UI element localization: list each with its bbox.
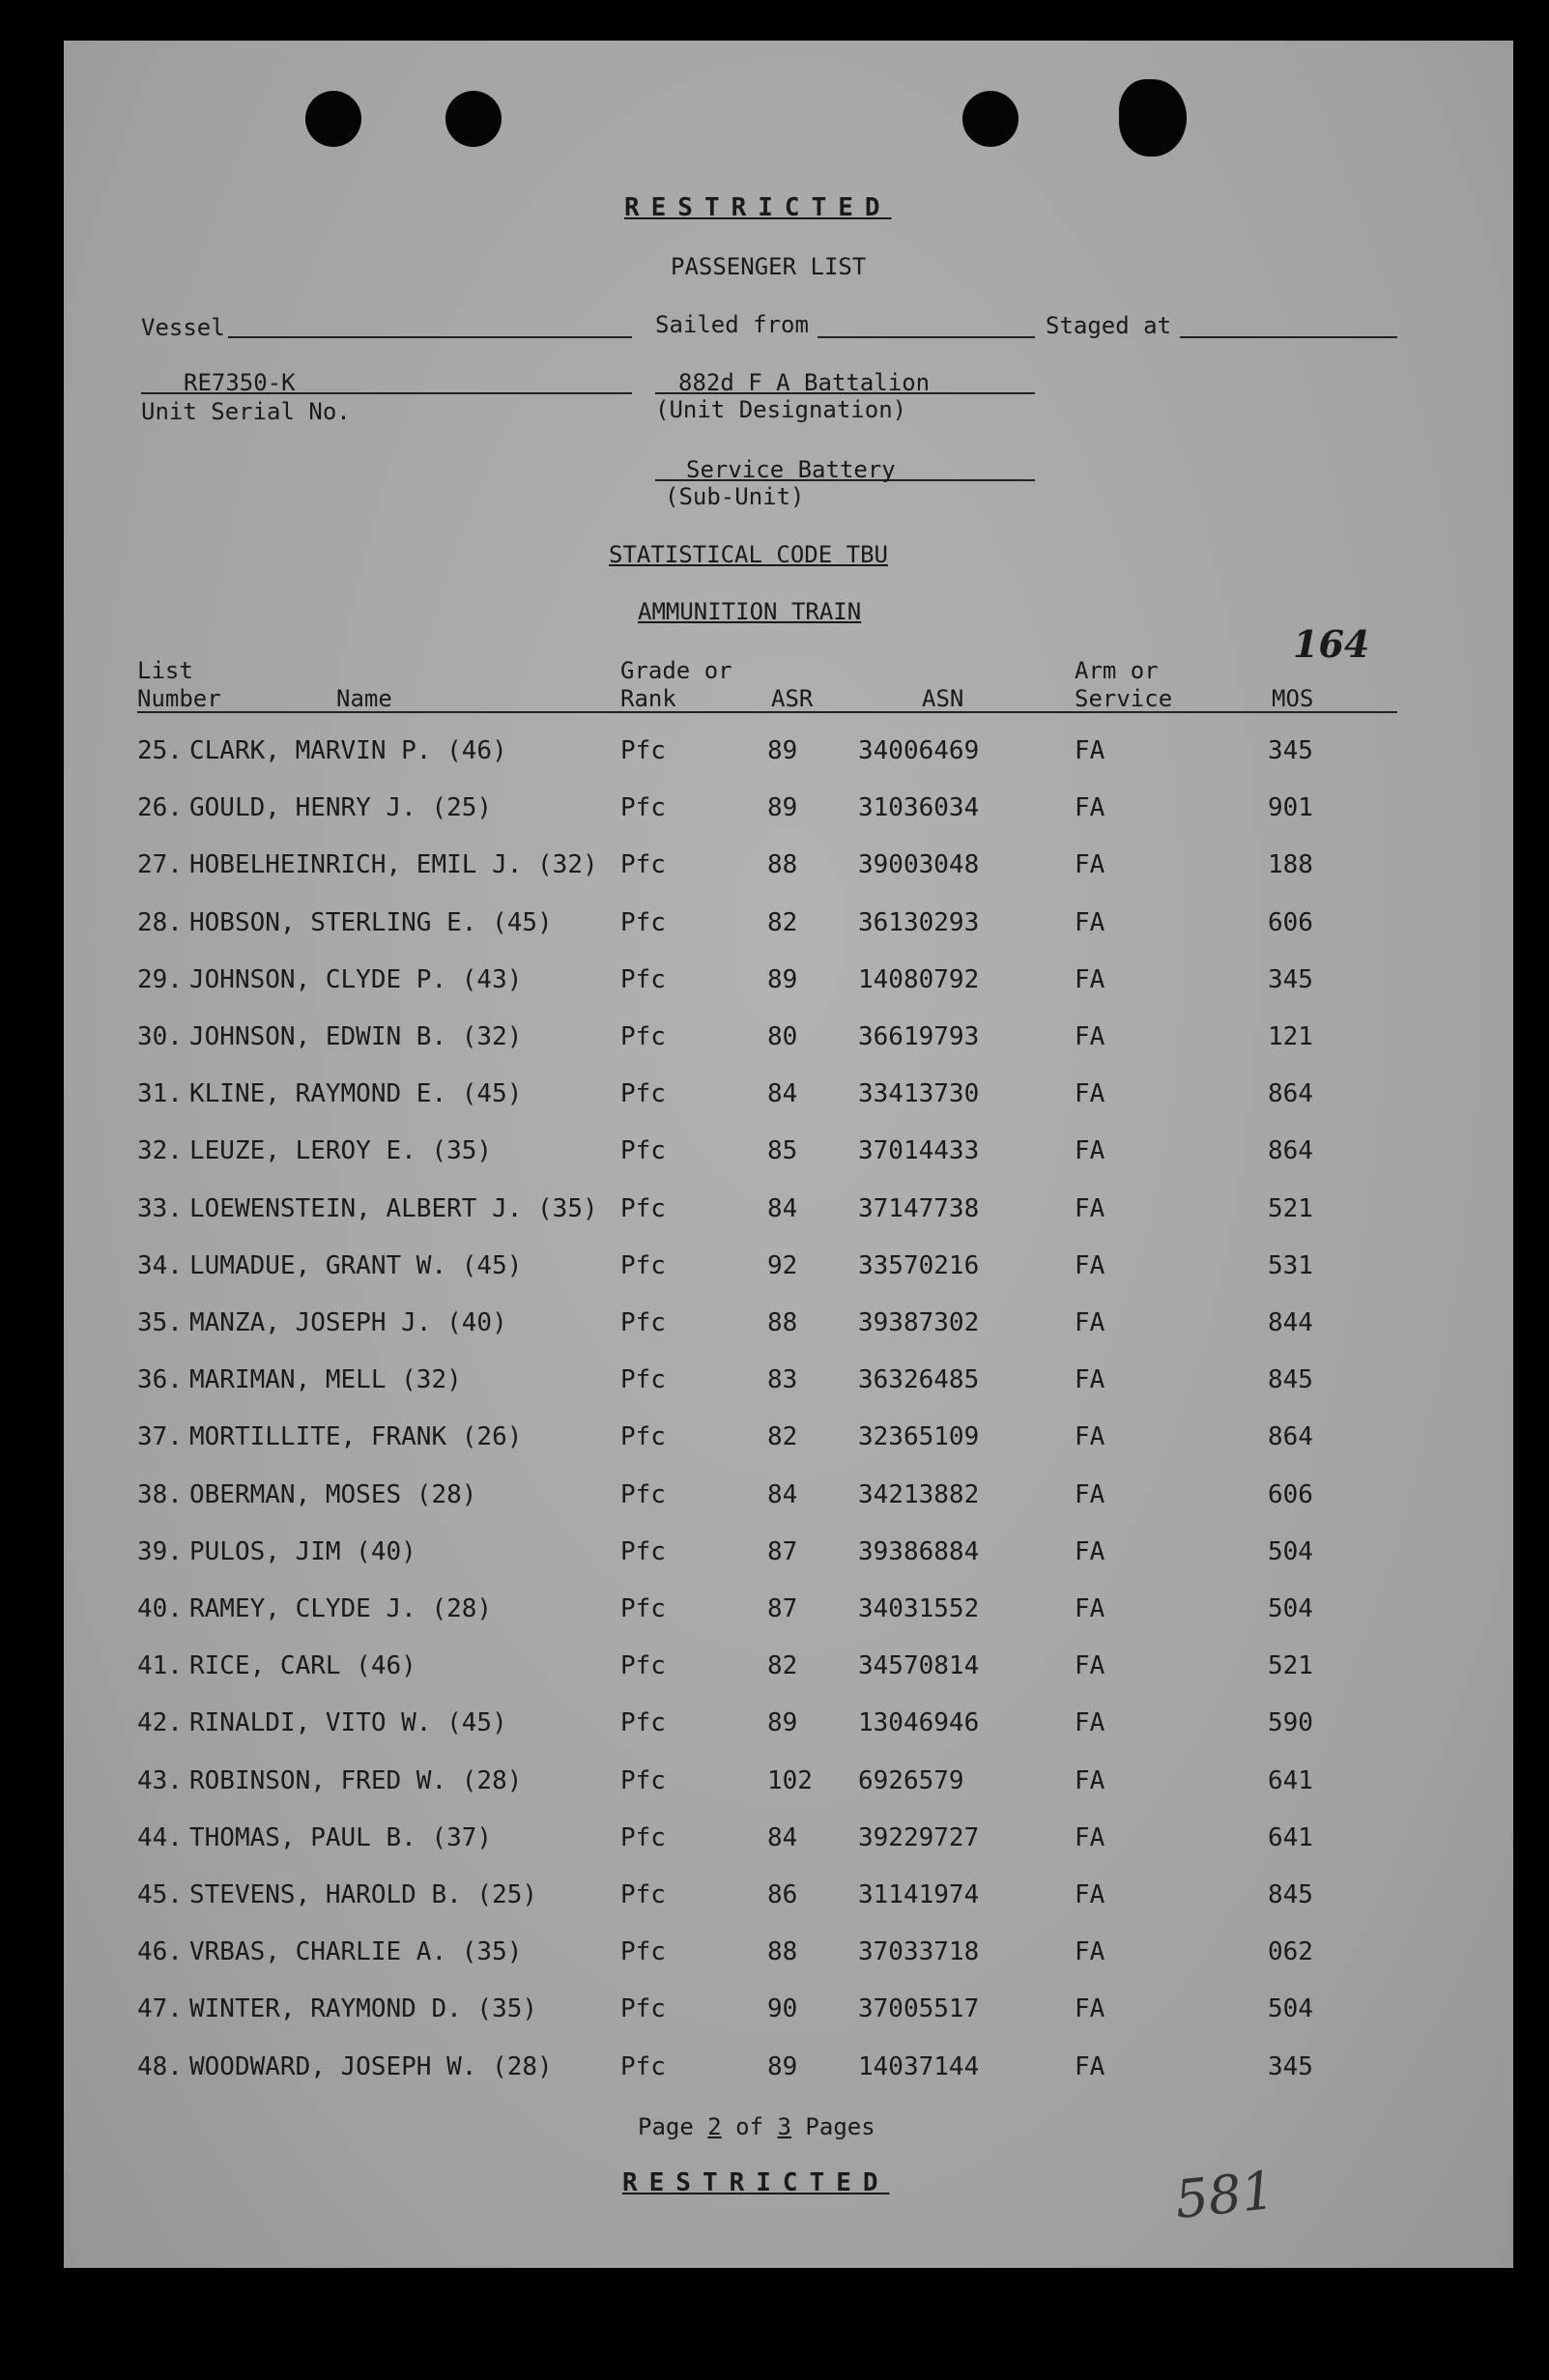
table-row xyxy=(64,2052,1513,2091)
table-row xyxy=(64,1422,1513,1461)
table-row xyxy=(64,1365,1513,1404)
row-list-number: 38. xyxy=(137,1480,183,1509)
row-list-number: 31. xyxy=(137,1079,183,1108)
row-grade: Pfc xyxy=(620,1136,666,1165)
row-mos: 590 xyxy=(1268,1708,1313,1737)
row-asn: 39386884 xyxy=(858,1537,980,1566)
row-asn: 36619793 xyxy=(858,1022,980,1051)
sub-unit-value: Service Battery xyxy=(686,456,896,483)
col-list-number-line1: List xyxy=(137,657,193,684)
table-row xyxy=(64,1994,1513,2033)
row-asr: 83 xyxy=(767,1365,798,1394)
row-name: JOHNSON, CLYDE P. (43) xyxy=(189,965,523,994)
handwritten-number: 581 xyxy=(1171,2159,1278,2231)
row-grade: Pfc xyxy=(620,1594,666,1623)
row-asn: 14037144 xyxy=(858,2052,980,2081)
col-grade-line1: Grade or xyxy=(620,657,732,684)
table-row xyxy=(64,1480,1513,1519)
table-row xyxy=(64,1823,1513,1862)
unit-designation-label: (Unit Designation) xyxy=(655,396,907,423)
row-asn: 13046946 xyxy=(858,1708,980,1737)
row-arm: FA xyxy=(1075,1651,1105,1680)
row-list-number: 41. xyxy=(137,1651,183,1680)
row-name: HOBSON, STERLING E. (45) xyxy=(189,908,553,937)
row-asr: 84 xyxy=(767,1480,798,1509)
page-number: 2 xyxy=(707,2113,722,2140)
row-asr: 88 xyxy=(767,850,798,879)
row-mos: 641 xyxy=(1268,1823,1313,1852)
row-asr: 92 xyxy=(767,1251,798,1280)
unit-serial-label: Unit Serial No. xyxy=(141,398,351,425)
row-grade: Pfc xyxy=(620,1823,666,1852)
unit-serial-blank xyxy=(141,392,632,394)
page-suffix: Pages xyxy=(805,2113,875,2140)
row-mos: 531 xyxy=(1268,1251,1313,1280)
row-asn: 37147738 xyxy=(858,1194,980,1223)
row-arm: FA xyxy=(1075,793,1105,822)
row-arm: FA xyxy=(1075,1823,1105,1852)
row-list-number: 35. xyxy=(137,1308,183,1337)
row-mos: 641 xyxy=(1268,1766,1313,1795)
col-asn: ASN xyxy=(922,685,964,712)
table-row xyxy=(64,965,1513,1004)
row-grade: Pfc xyxy=(620,1651,666,1680)
punch-hole-2 xyxy=(445,91,502,147)
row-arm: FA xyxy=(1075,1766,1105,1795)
punch-hole-3 xyxy=(962,91,1018,147)
row-asn: 14080792 xyxy=(858,965,980,994)
row-asn: 39387302 xyxy=(858,1308,980,1337)
row-grade: Pfc xyxy=(620,1766,666,1795)
row-grade: Pfc xyxy=(620,850,666,879)
row-arm: FA xyxy=(1075,1708,1105,1737)
row-arm: FA xyxy=(1075,1194,1105,1223)
row-name: THOMAS, PAUL B. (37) xyxy=(189,1823,493,1852)
vessel-blank xyxy=(228,336,632,338)
row-arm: FA xyxy=(1075,1365,1105,1394)
restricted-heading-bottom: RESTRICTED xyxy=(622,2168,890,2197)
sailed-from-blank xyxy=(818,336,1035,338)
row-grade: Pfc xyxy=(620,1022,666,1051)
row-mos: 504 xyxy=(1268,1537,1313,1566)
row-mos: 901 xyxy=(1268,793,1313,822)
row-name: STEVENS, HAROLD B. (25) xyxy=(189,1880,538,1909)
row-mos: 606 xyxy=(1268,908,1313,937)
header-rule xyxy=(137,711,1397,713)
row-list-number: 30. xyxy=(137,1022,183,1051)
col-name: Name xyxy=(336,685,392,712)
row-grade: Pfc xyxy=(620,1251,666,1280)
row-arm: FA xyxy=(1075,1880,1105,1909)
row-mos: 345 xyxy=(1268,965,1313,994)
table-row xyxy=(64,1766,1513,1805)
train-heading: AMMUNITION TRAIN xyxy=(638,598,862,625)
row-mos: 062 xyxy=(1268,1937,1313,1966)
sailed-from-label: Sailed from xyxy=(655,311,809,338)
table-row xyxy=(64,1022,1513,1061)
row-arm: FA xyxy=(1075,908,1105,937)
row-asn: 37005517 xyxy=(858,1994,980,2023)
table-row xyxy=(64,1537,1513,1576)
col-grade-line2: Rank xyxy=(620,685,676,712)
col-list-number-line2: Number xyxy=(137,685,221,712)
row-name: RINALDI, VITO W. (45) xyxy=(189,1708,507,1737)
row-arm: FA xyxy=(1075,1422,1105,1451)
row-asr: 89 xyxy=(767,2052,798,2081)
row-arm: FA xyxy=(1075,1308,1105,1337)
row-arm: FA xyxy=(1075,965,1105,994)
row-mos: 521 xyxy=(1268,1194,1313,1223)
row-asr: 90 xyxy=(767,1994,798,2023)
sub-unit-label: (Sub-Unit) xyxy=(665,483,805,510)
row-arm: FA xyxy=(1075,1480,1105,1509)
row-asn: 37033718 xyxy=(858,1937,980,1966)
row-name: LUMADUE, GRANT W. (45) xyxy=(189,1251,523,1280)
row-asn: 32365109 xyxy=(858,1422,980,1451)
table-row xyxy=(64,1194,1513,1233)
row-arm: FA xyxy=(1075,1994,1105,2023)
row-asr: 87 xyxy=(767,1537,798,1566)
vessel-label: Vessel xyxy=(141,314,225,341)
row-grade: Pfc xyxy=(620,1194,666,1223)
row-list-number: 39. xyxy=(137,1537,183,1566)
table-row xyxy=(64,793,1513,832)
row-arm: FA xyxy=(1075,1022,1105,1051)
row-mos: 845 xyxy=(1268,1365,1313,1394)
row-arm: FA xyxy=(1075,1136,1105,1165)
row-asr: 88 xyxy=(767,1308,798,1337)
row-mos: 521 xyxy=(1268,1651,1313,1680)
row-asn: 33413730 xyxy=(858,1079,980,1108)
row-name: ROBINSON, FRED W. (28) xyxy=(189,1766,523,1795)
row-name: VRBAS, CHARLIE A. (35) xyxy=(189,1937,523,1966)
row-arm: FA xyxy=(1075,1594,1105,1623)
row-name: LOEWENSTEIN, ALBERT J. (35) xyxy=(189,1194,598,1223)
row-asr: 87 xyxy=(767,1594,798,1623)
row-mos: 845 xyxy=(1268,1880,1313,1909)
row-name: JOHNSON, EDWIN B. (32) xyxy=(189,1022,523,1051)
table-row xyxy=(64,1651,1513,1690)
row-asr: 89 xyxy=(767,1708,798,1737)
row-list-number: 34. xyxy=(137,1251,183,1280)
col-arm-line2: Service xyxy=(1075,685,1173,712)
row-arm: FA xyxy=(1075,2052,1105,2081)
col-arm-line1: Arm or xyxy=(1075,657,1159,684)
table-row xyxy=(64,1079,1513,1118)
row-list-number: 26. xyxy=(137,793,183,822)
row-asr: 89 xyxy=(767,965,798,994)
row-name: PULOS, JIM (40) xyxy=(189,1537,416,1566)
punch-hole-1 xyxy=(305,91,361,147)
row-name: MANZA, JOSEPH J. (40) xyxy=(189,1308,507,1337)
row-name: RICE, CARL (46) xyxy=(189,1651,416,1680)
row-asn: 34006469 xyxy=(858,736,980,765)
table-row xyxy=(64,1308,1513,1347)
row-asn: 34213882 xyxy=(858,1480,980,1509)
col-asr: ASR xyxy=(771,685,814,712)
document-page xyxy=(64,41,1513,2268)
row-mos: 864 xyxy=(1268,1079,1313,1108)
table-row xyxy=(64,850,1513,889)
row-name: LEUZE, LEROY E. (35) xyxy=(189,1136,493,1165)
row-list-number: 44. xyxy=(137,1823,183,1852)
unit-designation-value: 882d F A Battalion xyxy=(678,369,931,396)
table-row xyxy=(64,736,1513,775)
row-asn: 36130293 xyxy=(858,908,980,937)
staged-at-label: Staged at xyxy=(1046,312,1172,339)
row-mos: 844 xyxy=(1268,1308,1313,1337)
row-arm: FA xyxy=(1075,1937,1105,1966)
stamp-number: 164 xyxy=(1293,622,1370,666)
row-mos: 504 xyxy=(1268,1594,1313,1623)
row-grade: Pfc xyxy=(620,1365,666,1394)
row-mos: 188 xyxy=(1268,850,1313,879)
staged-at-blank xyxy=(1180,336,1397,338)
row-list-number: 29. xyxy=(137,965,183,994)
row-asr: 89 xyxy=(767,736,798,765)
row-name: MORTILLITE, FRANK (26) xyxy=(189,1422,523,1451)
row-mos: 864 xyxy=(1268,1422,1313,1451)
document-title: PASSENGER LIST xyxy=(671,253,867,280)
row-list-number: 46. xyxy=(137,1937,183,1966)
row-name: OBERMAN, MOSES (28) xyxy=(189,1480,477,1509)
row-name: GOULD, HENRY J. (25) xyxy=(189,793,493,822)
row-arm: FA xyxy=(1075,1251,1105,1280)
row-asr: 80 xyxy=(767,1022,798,1051)
restricted-heading-top: RESTRICTED xyxy=(624,193,892,222)
row-asr: 86 xyxy=(767,1880,798,1909)
row-grade: Pfc xyxy=(620,1537,666,1566)
row-asr: 84 xyxy=(767,1079,798,1108)
row-list-number: 28. xyxy=(137,908,183,937)
row-name: HOBELHEINRICH, EMIL J. (32) xyxy=(189,850,598,879)
row-asn: 39003048 xyxy=(858,850,980,879)
row-grade: Pfc xyxy=(620,1994,666,2023)
row-list-number: 36. xyxy=(137,1365,183,1394)
table-row xyxy=(64,1594,1513,1633)
row-asr: 84 xyxy=(767,1823,798,1852)
table-row xyxy=(64,1708,1513,1747)
row-arm: FA xyxy=(1075,1537,1105,1566)
page-prefix: Page xyxy=(638,2113,694,2140)
row-mos: 345 xyxy=(1268,736,1313,765)
row-name: WINTER, RAYMOND D. (35) xyxy=(189,1994,538,2023)
page-total: 3 xyxy=(777,2113,791,2140)
row-list-number: 48. xyxy=(137,2052,183,2081)
row-name: WOODWARD, JOSEPH W. (28) xyxy=(189,2052,553,2081)
row-mos: 121 xyxy=(1268,1022,1313,1051)
row-asr: 85 xyxy=(767,1136,798,1165)
row-arm: FA xyxy=(1075,736,1105,765)
row-asr: 84 xyxy=(767,1194,798,1223)
row-grade: Pfc xyxy=(620,1937,666,1966)
row-list-number: 45. xyxy=(137,1880,183,1909)
row-grade: Pfc xyxy=(620,965,666,994)
row-asr: 82 xyxy=(767,908,798,937)
row-mos: 606 xyxy=(1268,1480,1313,1509)
row-asn: 6926579 xyxy=(858,1766,964,1795)
row-mos: 504 xyxy=(1268,1994,1313,2023)
row-arm: FA xyxy=(1075,1079,1105,1108)
row-asn: 37014433 xyxy=(858,1136,980,1165)
row-name: MARIMAN, MELL (32) xyxy=(189,1365,462,1394)
row-grade: Pfc xyxy=(620,1880,666,1909)
row-list-number: 37. xyxy=(137,1422,183,1451)
table-row xyxy=(64,1937,1513,1976)
row-grade: Pfc xyxy=(620,1480,666,1509)
row-asr: 102 xyxy=(767,1766,813,1795)
row-mos: 345 xyxy=(1268,2052,1313,2081)
row-asn: 39229727 xyxy=(858,1823,980,1852)
row-grade: Pfc xyxy=(620,2052,666,2081)
page-of: of xyxy=(735,2113,764,2140)
row-asn: 33570216 xyxy=(858,1251,980,1280)
row-list-number: 32. xyxy=(137,1136,183,1165)
row-list-number: 42. xyxy=(137,1708,183,1737)
row-list-number: 47. xyxy=(137,1994,183,2023)
row-name: RAMEY, CLYDE J. (28) xyxy=(189,1594,493,1623)
row-asn: 31141974 xyxy=(858,1880,980,1909)
row-name: CLARK, MARVIN P. (46) xyxy=(189,736,507,765)
row-grade: Pfc xyxy=(620,908,666,937)
row-arm: FA xyxy=(1075,850,1105,879)
col-mos: MOS xyxy=(1272,685,1314,712)
row-grade: Pfc xyxy=(620,1708,666,1737)
row-list-number: 40. xyxy=(137,1594,183,1623)
row-asn: 31036034 xyxy=(858,793,980,822)
table-row xyxy=(64,1251,1513,1290)
unit-serial-value: RE7350-K xyxy=(184,369,296,396)
table-row xyxy=(64,908,1513,947)
row-list-number: 27. xyxy=(137,850,183,879)
table-row xyxy=(64,1136,1513,1175)
page-indicator xyxy=(638,2113,875,2140)
row-list-number: 25. xyxy=(137,736,183,765)
row-list-number: 33. xyxy=(137,1194,183,1223)
row-mos: 864 xyxy=(1268,1136,1313,1165)
row-grade: Pfc xyxy=(620,1422,666,1451)
row-asr: 88 xyxy=(767,1937,798,1966)
row-asr: 89 xyxy=(767,793,798,822)
row-grade: Pfc xyxy=(620,1308,666,1337)
unit-designation-blank xyxy=(655,392,1035,394)
row-asr: 82 xyxy=(767,1422,798,1451)
row-name: KLINE, RAYMOND E. (45) xyxy=(189,1079,523,1108)
table-row xyxy=(64,1880,1513,1919)
row-asr: 82 xyxy=(767,1651,798,1680)
row-asn: 34570814 xyxy=(858,1651,980,1680)
punch-hole-4 xyxy=(1119,79,1187,157)
row-list-number: 43. xyxy=(137,1766,183,1795)
row-grade: Pfc xyxy=(620,736,666,765)
sub-unit-blank xyxy=(655,479,1035,481)
row-asn: 34031552 xyxy=(858,1594,980,1623)
row-asn: 36326485 xyxy=(858,1365,980,1394)
statistical-code: STATISTICAL CODE TBU xyxy=(609,541,888,568)
row-grade: Pfc xyxy=(620,1079,666,1108)
row-grade: Pfc xyxy=(620,793,666,822)
